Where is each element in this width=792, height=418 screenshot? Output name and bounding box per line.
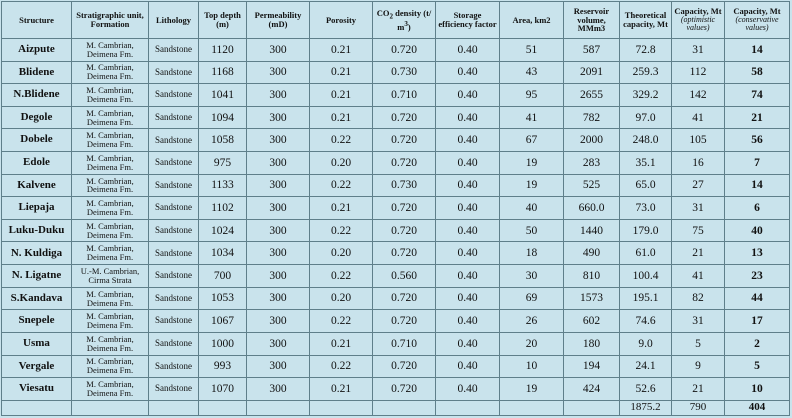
cell-capacity-conservative: 6 <box>725 197 790 220</box>
cell-capacity-conservative: 5 <box>725 355 790 378</box>
cell-capacity-optimistic: 82 <box>672 287 725 310</box>
cell-lithology: Sandstone <box>149 219 199 242</box>
cell-theoretical-capacity: 61.0 <box>620 242 672 265</box>
cell-permeability: 300 <box>247 332 310 355</box>
cell-permeability: 300 <box>247 242 310 265</box>
cell-permeability: 300 <box>247 152 310 175</box>
table-row <box>2 265 790 288</box>
cell-structure: N. Ligatne <box>2 265 72 288</box>
cell-co2-density: 0.720 <box>373 355 436 378</box>
cell-co2-density: 0.730 <box>373 61 436 84</box>
cell-top-depth: 1133 <box>199 174 247 197</box>
cell-efficiency: 0.40 <box>436 84 500 107</box>
cell-efficiency: 0.40 <box>436 310 500 333</box>
strat-line-2: Cirma Strata <box>88 274 132 285</box>
cell-reservoir-volume: 587 <box>564 39 620 62</box>
cell-co2-density: 0.720 <box>373 106 436 129</box>
cell-capacity-conservative: 2 <box>725 332 790 355</box>
cell-reservoir-volume: 660.0 <box>564 197 620 220</box>
strat-line-2: Deimena Fm. <box>86 387 134 398</box>
co2-label: CO <box>376 7 390 18</box>
cell-area: 30 <box>500 265 564 288</box>
cell-permeability: 300 <box>247 61 310 84</box>
cell-structure: N.Blidene <box>2 84 72 107</box>
cell-efficiency: 0.40 <box>436 152 500 175</box>
cell-capacity-conservative: 74 <box>725 84 790 107</box>
cell-structure: Usma <box>2 332 72 355</box>
cell-reservoir-volume: 180 <box>564 332 620 355</box>
total-empty-cell <box>199 400 247 415</box>
strat-line-2: Deimena Fm. <box>86 207 134 218</box>
cell-reservoir-volume: 1440 <box>564 219 620 242</box>
cell-stratigraphic-unit <box>72 39 149 62</box>
cell-top-depth: 1024 <box>199 219 247 242</box>
col-reservoir-volume: Reservoir volume, MMm3 <box>564 2 620 39</box>
cell-lithology: Sandstone <box>149 129 199 152</box>
cell-theoretical-capacity: 74.6 <box>620 310 672 333</box>
cell-top-depth: 1168 <box>199 61 247 84</box>
strat-line-1: M. Cambrian, <box>86 175 134 186</box>
cell-capacity-conservative: 56 <box>725 129 790 152</box>
cell-top-depth: 700 <box>199 265 247 288</box>
cell-stratigraphic-unit <box>72 287 149 310</box>
cell-stratigraphic-unit <box>72 332 149 355</box>
cell-structure: Blidene <box>2 61 72 84</box>
cell-lithology: Sandstone <box>149 287 199 310</box>
cell-structure: Snepele <box>2 310 72 333</box>
table-row <box>2 152 790 175</box>
cell-top-depth: 1067 <box>199 310 247 333</box>
cell-co2-density: 0.710 <box>373 84 436 107</box>
cell-lithology: Sandstone <box>149 197 199 220</box>
cell-capacity-conservative: 58 <box>725 61 790 84</box>
strat-line-2: Deimena Fm. <box>86 116 134 127</box>
cell-area: 20 <box>500 332 564 355</box>
cell-capacity-conservative: 21 <box>725 106 790 129</box>
cell-porosity: 0.22 <box>310 174 373 197</box>
cell-lithology: Sandstone <box>149 242 199 265</box>
cell-area: 19 <box>500 378 564 401</box>
cap-opt-note: (optimistic values) <box>680 15 716 33</box>
col-capacity-conservative <box>725 2 790 39</box>
cell-theoretical-capacity: 259.3 <box>620 61 672 84</box>
cell-area: 43 <box>500 61 564 84</box>
cell-top-depth: 1053 <box>199 287 247 310</box>
cell-permeability: 300 <box>247 84 310 107</box>
strat-line-2: Deimena Fm. <box>86 229 134 240</box>
cell-area: 95 <box>500 84 564 107</box>
cell-porosity: 0.21 <box>310 39 373 62</box>
total-empty-cell <box>500 400 564 415</box>
cell-reservoir-volume: 283 <box>564 152 620 175</box>
cell-lithology: Sandstone <box>149 265 199 288</box>
cell-stratigraphic-unit <box>72 106 149 129</box>
strat-line-1: M. Cambrian, <box>86 152 134 163</box>
table-row <box>2 61 790 84</box>
cell-top-depth: 1058 <box>199 129 247 152</box>
cell-capacity-optimistic: 5 <box>672 332 725 355</box>
strat-line-1: M. Cambrian, <box>86 220 134 231</box>
cell-theoretical-capacity: 35.1 <box>620 152 672 175</box>
cell-co2-density: 0.720 <box>373 242 436 265</box>
cell-area: 67 <box>500 129 564 152</box>
cell-lithology: Sandstone <box>149 152 199 175</box>
cell-co2-density: 0.560 <box>373 265 436 288</box>
cell-permeability: 300 <box>247 106 310 129</box>
strat-line-2: Deimena Fm. <box>86 94 134 105</box>
strat-line-2: Deimena Fm. <box>86 161 134 172</box>
table-row <box>2 332 790 355</box>
col-area: Area, km2 <box>500 2 564 39</box>
cell-top-depth: 993 <box>199 355 247 378</box>
cell-permeability: 300 <box>247 355 310 378</box>
cell-stratigraphic-unit <box>72 219 149 242</box>
total-empty-cell <box>149 400 199 415</box>
cell-efficiency: 0.40 <box>436 197 500 220</box>
strat-line-2: Deimena Fm. <box>86 184 134 195</box>
cell-porosity: 0.21 <box>310 332 373 355</box>
cell-efficiency: 0.40 <box>436 355 500 378</box>
table-row <box>2 39 790 62</box>
cell-top-depth: 1102 <box>199 197 247 220</box>
cell-stratigraphic-unit <box>72 197 149 220</box>
strat-line-1: M. Cambrian, <box>86 311 134 322</box>
cell-stratigraphic-unit <box>72 355 149 378</box>
total-empty-cell <box>72 400 149 415</box>
cell-area: 69 <box>500 287 564 310</box>
col-stratigraphic-unit: Stratigraphic unit, Formation <box>72 2 149 39</box>
cell-structure: Viesatu <box>2 378 72 401</box>
total-empty-cell <box>436 400 500 415</box>
cell-theoretical-capacity: 248.0 <box>620 129 672 152</box>
cell-efficiency: 0.40 <box>436 265 500 288</box>
cell-capacity-optimistic: 142 <box>672 84 725 107</box>
table-row <box>2 84 790 107</box>
col-permeability: Permeability (mD) <box>247 2 310 39</box>
cell-area: 19 <box>500 174 564 197</box>
cell-theoretical-capacity: 65.0 <box>620 174 672 197</box>
cell-area: 26 <box>500 310 564 333</box>
strat-line-1: M. Cambrian, <box>86 107 134 118</box>
cell-capacity-optimistic: 41 <box>672 106 725 129</box>
cell-porosity: 0.21 <box>310 106 373 129</box>
table-row <box>2 197 790 220</box>
strat-line-1: M. Cambrian, <box>86 243 134 254</box>
header-row <box>2 2 790 39</box>
cell-efficiency: 0.40 <box>436 378 500 401</box>
cell-reservoir-volume: 810 <box>564 265 620 288</box>
cell-capacity-optimistic: 31 <box>672 39 725 62</box>
cell-porosity: 0.20 <box>310 152 373 175</box>
cell-porosity: 0.22 <box>310 310 373 333</box>
strat-line-1: M. Cambrian, <box>86 39 134 50</box>
cell-co2-density: 0.720 <box>373 197 436 220</box>
co2-close: ) <box>407 21 411 32</box>
col-capacity-optimistic <box>672 2 725 39</box>
cell-capacity-optimistic: 21 <box>672 378 725 401</box>
cell-lithology: Sandstone <box>149 84 199 107</box>
cell-reservoir-volume: 2655 <box>564 84 620 107</box>
cell-efficiency: 0.40 <box>436 39 500 62</box>
cell-porosity: 0.22 <box>310 129 373 152</box>
cell-capacity-optimistic: 21 <box>672 242 725 265</box>
strat-line-1: M. Cambrian, <box>86 62 134 73</box>
cap-cons-note: (conservative values) <box>735 15 779 33</box>
cell-permeability: 300 <box>247 197 310 220</box>
co2-superscript: 3 <box>404 19 408 28</box>
cell-efficiency: 0.40 <box>436 332 500 355</box>
cell-capacity-optimistic: 9 <box>672 355 725 378</box>
table-row <box>2 219 790 242</box>
total-empty-cell <box>310 400 373 415</box>
cell-co2-density: 0.730 <box>373 174 436 197</box>
cell-capacity-optimistic: 16 <box>672 152 725 175</box>
cell-structure: Edole <box>2 152 72 175</box>
cell-reservoir-volume: 490 <box>564 242 620 265</box>
cell-area: 41 <box>500 106 564 129</box>
cell-permeability: 300 <box>247 310 310 333</box>
cell-capacity-optimistic: 112 <box>672 61 725 84</box>
table-body <box>2 39 790 416</box>
cell-stratigraphic-unit <box>72 310 149 333</box>
cell-porosity: 0.21 <box>310 84 373 107</box>
cell-theoretical-capacity: 100.4 <box>620 265 672 288</box>
cell-capacity-optimistic: 31 <box>672 197 725 220</box>
cell-area: 51 <box>500 39 564 62</box>
cell-lithology: Sandstone <box>149 39 199 62</box>
table-row <box>2 174 790 197</box>
cell-stratigraphic-unit <box>72 265 149 288</box>
cell-permeability: 300 <box>247 39 310 62</box>
total-empty-cell <box>564 400 620 415</box>
cell-area: 19 <box>500 152 564 175</box>
cell-structure: Degole <box>2 106 72 129</box>
strat-line-2: Deimena Fm. <box>86 320 134 331</box>
cell-reservoir-volume: 525 <box>564 174 620 197</box>
strat-line-1: M. Cambrian, <box>86 85 134 96</box>
cell-top-depth: 1000 <box>199 332 247 355</box>
strat-line-2: Deimena Fm. <box>86 48 134 59</box>
cell-structure: Dobele <box>2 129 72 152</box>
strat-line-1: U.-M. Cambrian, <box>80 265 140 276</box>
strat-line-2: Deimena Fm. <box>86 71 134 82</box>
co2-subscript: 2 <box>389 12 394 21</box>
cell-co2-density: 0.720 <box>373 287 436 310</box>
cell-porosity: 0.22 <box>310 355 373 378</box>
cell-capacity-conservative: 14 <box>725 174 790 197</box>
cell-porosity: 0.20 <box>310 287 373 310</box>
cell-capacity-conservative: 23 <box>725 265 790 288</box>
cell-lithology: Sandstone <box>149 378 199 401</box>
total-capacity-optimistic: 790 <box>672 400 725 415</box>
cell-efficiency: 0.40 <box>436 219 500 242</box>
cell-permeability: 300 <box>247 219 310 242</box>
cell-capacity-optimistic: 31 <box>672 310 725 333</box>
cell-reservoir-volume: 602 <box>564 310 620 333</box>
cell-theoretical-capacity: 329.2 <box>620 84 672 107</box>
cell-co2-density: 0.720 <box>373 129 436 152</box>
cell-capacity-optimistic: 105 <box>672 129 725 152</box>
cell-lithology: Sandstone <box>149 106 199 129</box>
cell-top-depth: 1094 <box>199 106 247 129</box>
cell-capacity-conservative: 14 <box>725 39 790 62</box>
cell-stratigraphic-unit <box>72 129 149 152</box>
cell-stratigraphic-unit <box>72 378 149 401</box>
cell-theoretical-capacity: 195.1 <box>620 287 672 310</box>
cell-capacity-optimistic: 75 <box>672 219 725 242</box>
strat-line-2: Deimena Fm. <box>86 139 134 150</box>
cell-theoretical-capacity: 24.1 <box>620 355 672 378</box>
col-top-depth: Top depth (m) <box>199 2 247 39</box>
cell-porosity: 0.20 <box>310 242 373 265</box>
cell-co2-density: 0.720 <box>373 39 436 62</box>
cell-capacity-conservative: 44 <box>725 287 790 310</box>
col-structure: Structure <box>2 2 72 39</box>
cell-permeability: 300 <box>247 129 310 152</box>
cell-permeability: 300 <box>247 174 310 197</box>
total-capacity-conservative: 404 <box>725 400 790 415</box>
cell-co2-density: 0.710 <box>373 332 436 355</box>
cell-efficiency: 0.40 <box>436 106 500 129</box>
cell-theoretical-capacity: 97.0 <box>620 106 672 129</box>
totals-row <box>2 400 790 415</box>
cell-efficiency: 0.40 <box>436 174 500 197</box>
total-empty-cell <box>247 400 310 415</box>
cell-co2-density: 0.720 <box>373 310 436 333</box>
cell-capacity-optimistic: 27 <box>672 174 725 197</box>
cell-capacity-conservative: 40 <box>725 219 790 242</box>
cell-area: 40 <box>500 197 564 220</box>
cell-reservoir-volume: 1573 <box>564 287 620 310</box>
strat-line-1: M. Cambrian, <box>86 288 134 299</box>
cell-area: 18 <box>500 242 564 265</box>
cell-theoretical-capacity: 72.8 <box>620 39 672 62</box>
cell-structure: Luku-Duku <box>2 219 72 242</box>
table-row <box>2 378 790 401</box>
strat-line-1: M. Cambrian, <box>86 198 134 209</box>
table-row <box>2 242 790 265</box>
cell-top-depth: 1070 <box>199 378 247 401</box>
table-row <box>2 287 790 310</box>
strat-line-1: M. Cambrian, <box>86 356 134 367</box>
cell-top-depth: 975 <box>199 152 247 175</box>
cell-top-depth: 1041 <box>199 84 247 107</box>
cell-structure: N. Kuldiga <box>2 242 72 265</box>
cell-porosity: 0.21 <box>310 378 373 401</box>
total-empty-cell <box>373 400 436 415</box>
cell-capacity-conservative: 10 <box>725 378 790 401</box>
cell-stratigraphic-unit <box>72 242 149 265</box>
cell-porosity: 0.21 <box>310 197 373 220</box>
table-row <box>2 129 790 152</box>
cell-structure: Vergale <box>2 355 72 378</box>
cell-stratigraphic-unit <box>72 152 149 175</box>
cell-stratigraphic-unit <box>72 174 149 197</box>
cell-porosity: 0.22 <box>310 219 373 242</box>
col-lithology: Lithology <box>149 2 199 39</box>
cell-lithology: Sandstone <box>149 355 199 378</box>
cell-efficiency: 0.40 <box>436 287 500 310</box>
strat-line-1: M. Cambrian, <box>86 379 134 390</box>
cell-capacity-conservative: 7 <box>725 152 790 175</box>
cell-structure: Kalvene <box>2 174 72 197</box>
cell-efficiency: 0.40 <box>436 242 500 265</box>
storage-capacity-table <box>1 1 790 416</box>
strat-line-1: M. Cambrian, <box>86 130 134 141</box>
cell-co2-density: 0.720 <box>373 378 436 401</box>
cell-stratigraphic-unit <box>72 84 149 107</box>
cell-capacity-optimistic: 41 <box>672 265 725 288</box>
cell-theoretical-capacity: 179.0 <box>620 219 672 242</box>
cap-opt-title: Capacity, Mt <box>674 6 722 17</box>
cell-theoretical-capacity: 9.0 <box>620 332 672 355</box>
co2-density-label: density (t/ m <box>393 7 432 32</box>
strat-line-2: Deimena Fm. <box>86 365 134 376</box>
cell-efficiency: 0.40 <box>436 129 500 152</box>
cell-structure: Aizpute <box>2 39 72 62</box>
cell-capacity-conservative: 13 <box>725 242 790 265</box>
cell-reservoir-volume: 2091 <box>564 61 620 84</box>
cell-lithology: Sandstone <box>149 61 199 84</box>
table-row <box>2 106 790 129</box>
cell-lithology: Sandstone <box>149 310 199 333</box>
cell-co2-density: 0.720 <box>373 152 436 175</box>
cell-reservoir-volume: 194 <box>564 355 620 378</box>
cell-lithology: Sandstone <box>149 174 199 197</box>
table-row <box>2 355 790 378</box>
col-co2-density <box>373 2 436 39</box>
total-empty-cell <box>2 400 72 415</box>
strat-line-1: M. Cambrian, <box>86 333 134 344</box>
cell-area: 10 <box>500 355 564 378</box>
strat-line-2: Deimena Fm. <box>86 342 134 353</box>
total-theoretical-capacity: 1875.2 <box>620 400 672 415</box>
cell-stratigraphic-unit <box>72 61 149 84</box>
cell-reservoir-volume: 424 <box>564 378 620 401</box>
cell-porosity: 0.21 <box>310 61 373 84</box>
cap-cons-title: Capacity, Mt <box>733 6 781 17</box>
cell-top-depth: 1120 <box>199 39 247 62</box>
cell-co2-density: 0.720 <box>373 219 436 242</box>
cell-theoretical-capacity: 73.0 <box>620 197 672 220</box>
col-theoretical-capacity: Theoretical capacity, Mt <box>620 2 672 39</box>
strat-line-2: Deimena Fm. <box>86 297 134 308</box>
cell-permeability: 300 <box>247 287 310 310</box>
cell-permeability: 300 <box>247 265 310 288</box>
cell-lithology: Sandstone <box>149 332 199 355</box>
table-row <box>2 310 790 333</box>
cell-theoretical-capacity: 52.6 <box>620 378 672 401</box>
cell-structure: Liepaja <box>2 197 72 220</box>
cell-top-depth: 1034 <box>199 242 247 265</box>
col-porosity: Porosity <box>310 2 373 39</box>
cell-area: 50 <box>500 219 564 242</box>
cell-capacity-conservative: 17 <box>725 310 790 333</box>
col-storage-efficiency: Storage efficiency factor <box>436 2 500 39</box>
cell-reservoir-volume: 2000 <box>564 129 620 152</box>
cell-porosity: 0.22 <box>310 265 373 288</box>
cell-efficiency: 0.40 <box>436 61 500 84</box>
cell-structure: S.Kandava <box>2 287 72 310</box>
cell-permeability: 300 <box>247 378 310 401</box>
cell-reservoir-volume: 782 <box>564 106 620 129</box>
strat-line-2: Deimena Fm. <box>86 252 134 263</box>
